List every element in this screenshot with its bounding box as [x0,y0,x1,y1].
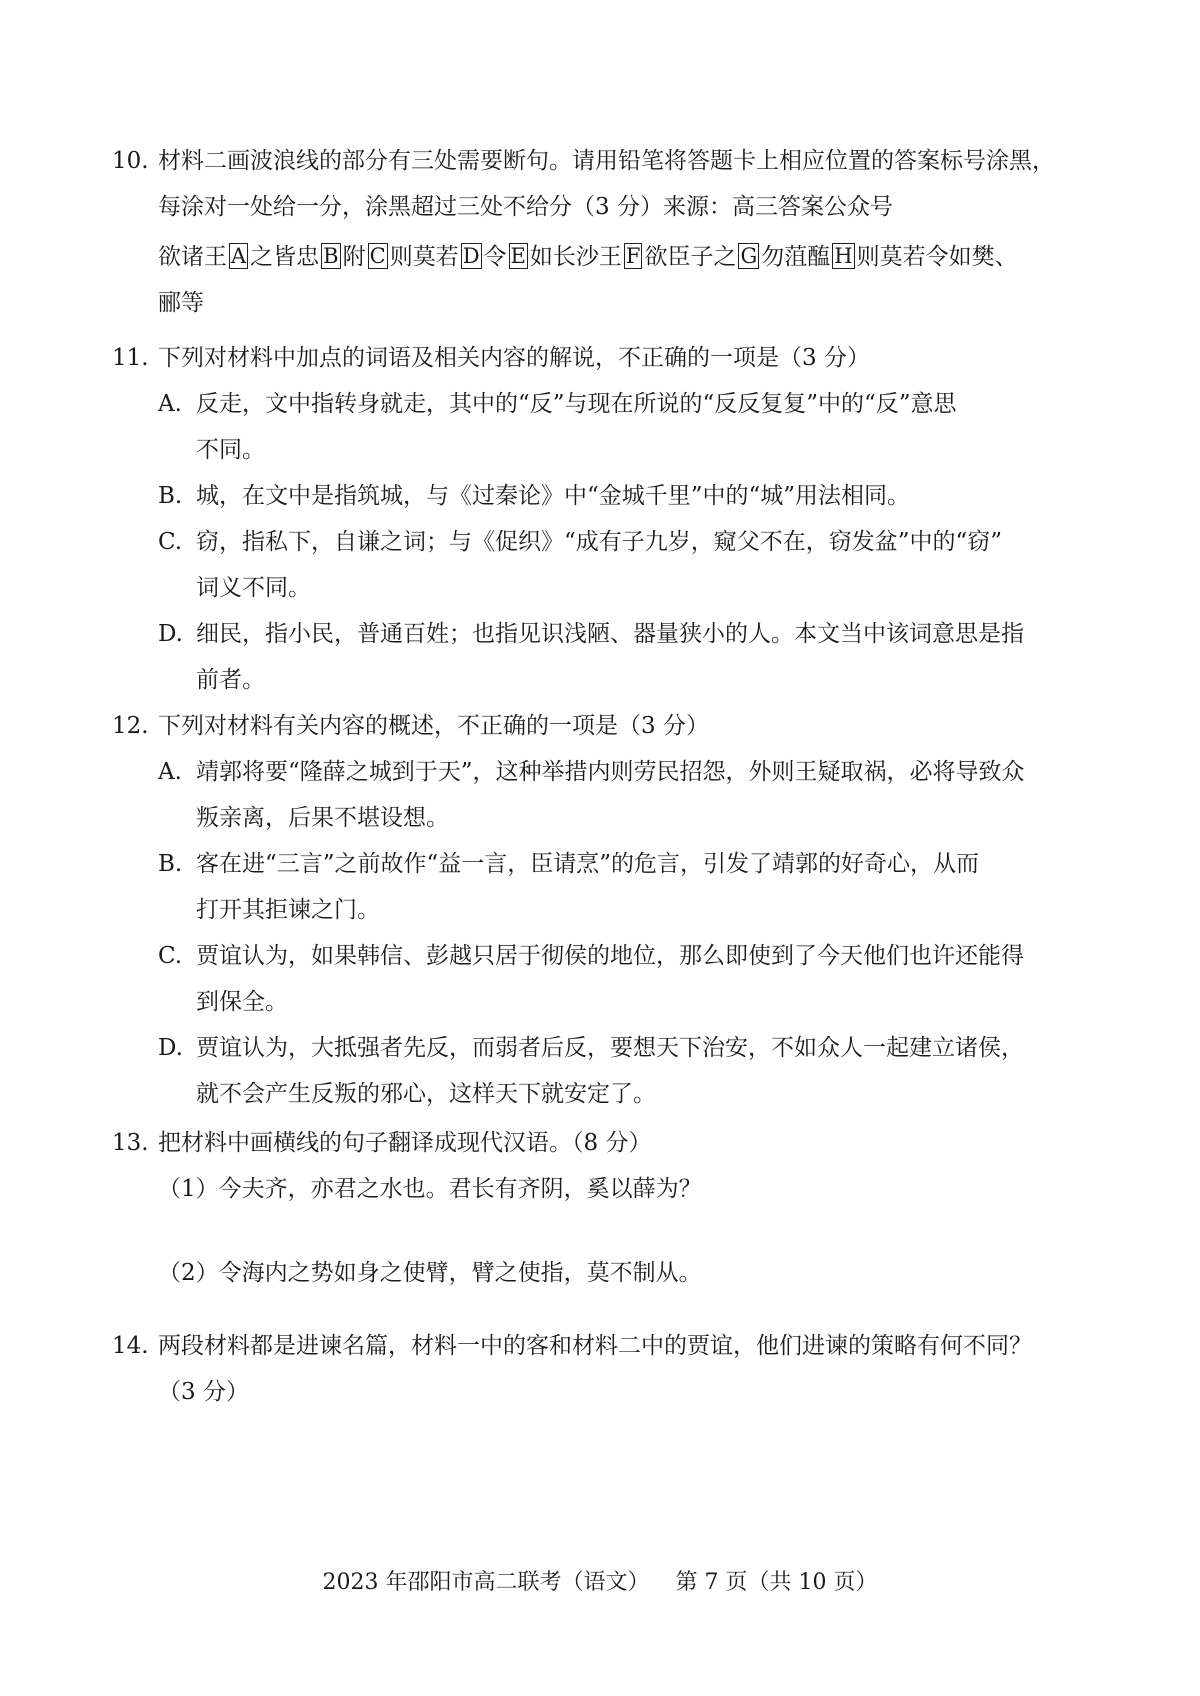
q11-option-c [112,519,1102,565]
q10-seg: 则莫若 [389,244,459,270]
q11-stem-text: 下列对材料中加点的词语及相关内容的解说，不正确的一项是（3 分） [158,345,870,371]
q11-stem [112,335,1102,381]
page-footer [0,1567,1200,1599]
footer-page-number: 第 7 页（共 10 页） [675,1570,878,1595]
q11-option-a [112,381,1102,427]
question-12 [112,703,1102,1117]
q10-seg: 欲诸王 [158,244,227,270]
question-14 [112,1323,1102,1415]
q12-option-a-cont: 叛亲离，后果不堪设想。 [196,805,449,831]
option-letter: C. [158,943,183,969]
q10-seg: 附 [342,244,366,270]
option-text: 城，在文中是指筑城，与《过秦论》中“金城千里”中的“城”用法相同。 [196,483,911,509]
q10-line2: 每涂对一处给一分，涂黑超过三处不给分（3 分）来源：高三答案公众号 [158,194,893,220]
answer-box-a: A [231,244,247,268]
q12-option-c-cont: 到保全。 [196,989,288,1015]
option-text: 窃，指私下，自谦之词；与《促织》“成有子九岁，窥父不在，窃发盆”中的“窃” [196,529,1003,555]
option-text: 贾谊认为，如果韩信、彭越只居于彻侯的地位，那么即使到了今天他们也许还能得 [196,943,1024,969]
q13-sub1: （1）今夫齐，亦君之水也。君长有齐阴，奚以薛为？ [158,1176,702,1202]
q10-seg: 欲臣子之 [644,244,737,270]
q13-number: 13. [112,1130,149,1156]
q12-option-d-cont: 就不会产生反叛的邪心，这样天下就安定了。 [196,1081,656,1107]
q12-stem-text: 下列对材料有关内容的概述，不正确的一项是（3 分） [158,713,709,739]
q11-option-d-cont: 前者。 [196,667,265,693]
answer-box-f: F [625,244,641,268]
option-text: 靖郭将要“隆薛之城到于天”，这种举措内则劳民招怨，外则王疑取祸，必将导致众 [196,759,1025,785]
option-letter: A. [158,391,182,417]
q12-stem [112,703,1102,749]
q11-option-d [112,611,1102,657]
option-letter: A. [158,759,182,785]
option-letter: D. [158,1035,183,1061]
q10-line4: 郦等 [158,290,204,316]
q14-line1 [112,1323,1102,1369]
q11-option-b [112,473,1102,519]
q12-option-b [112,841,1102,887]
option-text: 细民，指小民，普通百姓；也指见识浅陋、器量狭小的人。本文当中该词意思是指 [196,621,1024,647]
answer-box-b: B [323,244,339,268]
q10-text1: 材料二画波浪线的部分有三处需要断句。请用铅笔将答题卡上相应位置的答案标号涂黑， [158,148,1055,174]
q11-option-c-cont: 词义不同。 [196,575,311,601]
answer-box-e: E [510,244,526,268]
option-letter: C. [158,529,183,555]
question-10 [112,138,1102,326]
question-11 [112,335,1102,703]
q11-number: 11. [112,345,149,371]
option-text: 客在进“三言”之前故作“益一言，臣请烹”的危言，引发了靖郭的好奇心，从而 [196,851,980,877]
q13-stem-text: 把材料中画横线的句子翻译成现代汉语。（8 分） [158,1130,652,1156]
q10-passage [112,234,1102,280]
option-letter: D. [158,621,183,647]
q13-stem [112,1120,1102,1166]
footer-exam-title: 2023 年邵阳市高二联考（语文） [322,1570,650,1595]
q13-sub2: （2）令海内之势如身之使臂，臂之使指，莫不制从。 [158,1260,702,1286]
q10-seg: 如长沙王 [529,244,622,270]
answer-box-g: G [740,244,758,268]
option-text: 贾谊认为，大抵强者先反，而弱者后反，要想天下治安，不如众人一起建立诸侯， [196,1035,1024,1061]
q14-line2: （3 分） [158,1379,249,1405]
option-letter: B. [158,851,183,877]
q14-text: 两段材料都是进谏名篇，材料一中的客和材料二中的贾谊，他们进谏的策略有何不同？ [158,1333,1032,1359]
q10-number: 10. [112,148,149,174]
answer-box-d: D [462,244,480,268]
q12-option-c [112,933,1102,979]
q12-option-d [112,1025,1102,1071]
q10-seg: 勿菹醢 [761,244,831,270]
question-13 [112,1120,1102,1296]
q10-seg: 令 [483,244,507,270]
q10-line1 [112,138,1102,184]
answer-box-h: H [834,244,853,268]
q12-number: 12. [112,713,149,739]
q11-option-a-cont: 不同。 [196,437,265,463]
q10-seg: 则莫若令如樊、 [856,244,1018,270]
answer-box-c: C [369,244,386,268]
option-letter: B. [158,483,183,509]
q10-seg: 之皆忠 [250,244,320,270]
option-text: 反走，文中指转身就走，其中的“反”与现在所说的“反反复复”中的“反”意思 [196,391,957,417]
q14-number: 14. [112,1333,149,1359]
q12-option-b-cont: 打开其拒谏之门。 [196,897,380,923]
q12-option-a [112,749,1102,795]
